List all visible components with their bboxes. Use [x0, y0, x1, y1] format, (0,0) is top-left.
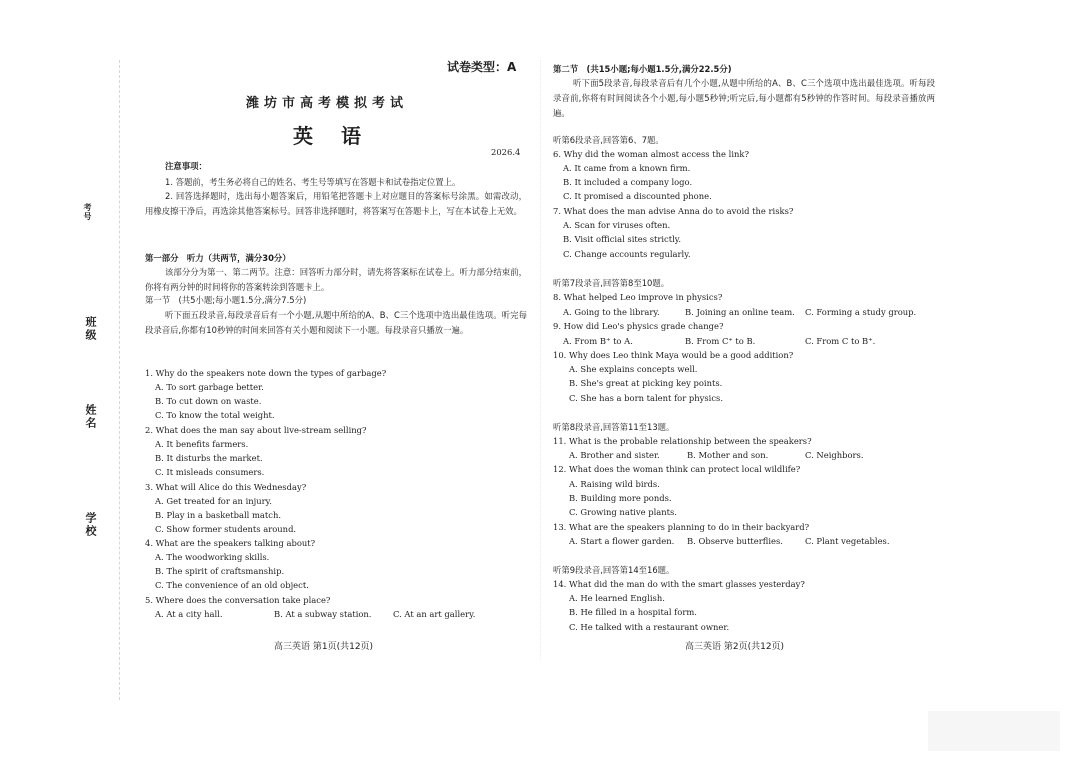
school-label: 学校: [84, 512, 97, 538]
answer-option: B. Play in a basketball match.: [155, 510, 282, 520]
answer-option: C. He talked with a restaurant owner.: [569, 622, 730, 632]
answer-option: A. The woodworking skills.: [155, 552, 270, 562]
answer-option: A. To sort garbage better.: [155, 382, 264, 392]
question-stem: 11. What is the probable relationship between the speakers?: [553, 436, 812, 446]
notice-item-2: 2. 回答选择题时，选出每小题答案后，用铅笔把答题卡上对应题目的答案标号涂黑。如需改动，用橡皮擦干净后，再选涂其他答案标号。回答非选择题时，将答案写在答题卡上，写在本试卷上无效。: [145, 191, 527, 216]
answer-option: C. Neighbors.: [805, 450, 864, 460]
page-gutter: [540, 60, 541, 660]
answer-option: A. Start a flower garden.: [569, 536, 675, 546]
subject-title: 英 语: [293, 124, 365, 148]
question-stem: 4. What are the speakers talking about?: [145, 538, 316, 548]
answer-option: C. Change accounts regularly.: [563, 249, 691, 259]
answer-option: A. He learned English.: [569, 593, 665, 603]
part1-intro: 该部分分为第一、第二两节。注意：回答听力部分时，请先将答案标在试卷上。听力部分结束前，你将有两分钟的时间将你的答案转涂到答题卡上。: [145, 267, 527, 292]
answer-option: C. To know the total weight.: [155, 410, 275, 420]
section1-instructions: 听下面五段录音,每段录音后有一个小题,从题中所给的A、B、C三个选项中选出最佳选项。听完每段录音后,你都有10秒钟的时间来回答有关小题和阅读下一小题。每段录音只播放一遍。: [145, 310, 527, 335]
answer-option: B. The spirit of craftsmanship.: [155, 566, 285, 576]
recording-intro: 听第8段录音,回答第11至13题。: [553, 422, 675, 432]
question-stem: 9. How did Leo's physics grade change?: [553, 321, 724, 331]
exam-title: 潍坊市高考模拟考试: [246, 96, 409, 111]
notice-heading: 注意事项：: [165, 161, 207, 171]
answer-option: C. Plant vegetables.: [805, 536, 890, 546]
part1-heading: 第一部分 听力（共两节，满分30分）: [145, 253, 291, 263]
answer-option: A. Brother and sister.: [569, 450, 660, 460]
exam-number-label: 考号: [83, 203, 92, 221]
binding-line: [119, 60, 120, 700]
answer-option: B. It disturbs the market.: [155, 453, 263, 463]
page-footer: 高三英语 第2页(共12页): [685, 642, 785, 652]
question-stem: 14. What did the man do with the smart glasses yesterday?: [553, 579, 805, 589]
answer-option: A. From B⁺ to A.: [563, 336, 633, 346]
answer-option: C. From C to B⁺.: [805, 336, 876, 346]
recording-intro: 听第6段录音,回答第6、7题。: [553, 135, 664, 145]
answer-option: C. She has a born talent for physics.: [569, 393, 723, 403]
section2-instructions: 听下面5段录音,每段录音后有几个小题,从题中所给的A、B、C三个选项中选出最佳选项。听每段录音前,你将有时间阅读各个小题,每小题5秒钟;听完后,每小题都有5秒钟的作答时间。每段录音播放两遍。: [553, 78, 935, 118]
question-stem: 6. Why did the woman almost access the link?: [553, 149, 749, 159]
answer-option: A. It benefits farmers.: [155, 439, 249, 449]
exam-type: 试卷类型：A: [447, 60, 517, 74]
answer-option: C. Show former students around.: [155, 524, 297, 534]
question-stem: 13. What are the speakers planning to do in their backyard?: [553, 522, 810, 532]
recording-intro: 听第9段录音,回答第14至16题。: [553, 565, 675, 575]
answer-option: A. Raising wild birds.: [569, 479, 660, 489]
question-stem: 12. What does the woman think can protect local wildlife?: [553, 464, 801, 474]
question-stem: 10. Why does Leo think Maya would be a good addition?: [553, 350, 794, 360]
notice-item-1: 1. 答题前，考生务必将自己的姓名、考生号等填写在答题卡和试卷指定位置上。: [165, 177, 461, 187]
answer-option: B. It included a company logo.: [563, 177, 693, 187]
answer-option: A. Scan for viruses often.: [563, 220, 671, 230]
section2-heading: 第二节 (共15小题;每小题1.5分,满分22.5分): [553, 64, 732, 74]
answer-option: B. She's great at picking key points.: [569, 378, 723, 388]
question-stem: 8. What helped Leo improve in physics?: [553, 292, 723, 302]
answer-option: B. Joining an online team.: [685, 307, 795, 317]
question-stem: 1. Why do the speakers note down the types of garbage?: [145, 368, 387, 378]
answer-option: C. At an art gallery.: [393, 609, 476, 619]
answer-option: B. Visit official sites strictly.: [563, 234, 682, 244]
watermark-area: [928, 711, 1060, 751]
answer-option: C. It promised a discounted phone.: [563, 191, 712, 201]
answer-option: B. He filled in a hospital form.: [569, 607, 697, 617]
answer-option: A. Going to the library.: [563, 307, 660, 317]
answer-option: A. At a city hall.: [155, 609, 223, 619]
question-stem: 7. What does the man advise Anna do to avoid the risks?: [553, 206, 794, 216]
answer-option: B. Mother and son.: [687, 450, 769, 460]
recording-intro: 听第7段录音,回答第8至10题。: [553, 278, 670, 288]
page-footer: 高三英语 第1页(共12页): [274, 642, 374, 652]
answer-option: C. Growing native plants.: [569, 507, 677, 517]
question-stem: 3. What will Alice do this Wednesday?: [145, 482, 307, 492]
answer-option: C. The convenience of an old object.: [155, 580, 309, 590]
answer-option: A. Get treated for an injury.: [155, 496, 272, 506]
exam-date: 2026.4: [491, 147, 521, 157]
section1-heading: 第一节 (共5小题;每小题1.5分,满分7.5分): [145, 295, 307, 305]
answer-option: A. It came from a known firm.: [563, 163, 691, 173]
answer-option: B. Building more ponds.: [569, 493, 672, 503]
answer-option: B. From C⁺ to B.: [685, 336, 756, 346]
answer-option: B. At a subway station.: [274, 609, 372, 619]
answer-option: C. It misleads consumers.: [155, 467, 265, 477]
answer-option: B. Observe butterflies.: [687, 536, 783, 546]
name-label: 姓名: [84, 404, 97, 430]
question-stem: 5. Where does the conversation take place?: [145, 595, 331, 605]
answer-option: A. She explains concepts well.: [569, 364, 698, 374]
answer-option: B. To cut down on waste.: [155, 396, 262, 406]
answer-option: C. Forming a study group.: [805, 307, 917, 317]
question-stem: 2. What does the man say about live-stream selling?: [145, 425, 367, 435]
class-label: 班级: [84, 316, 97, 342]
